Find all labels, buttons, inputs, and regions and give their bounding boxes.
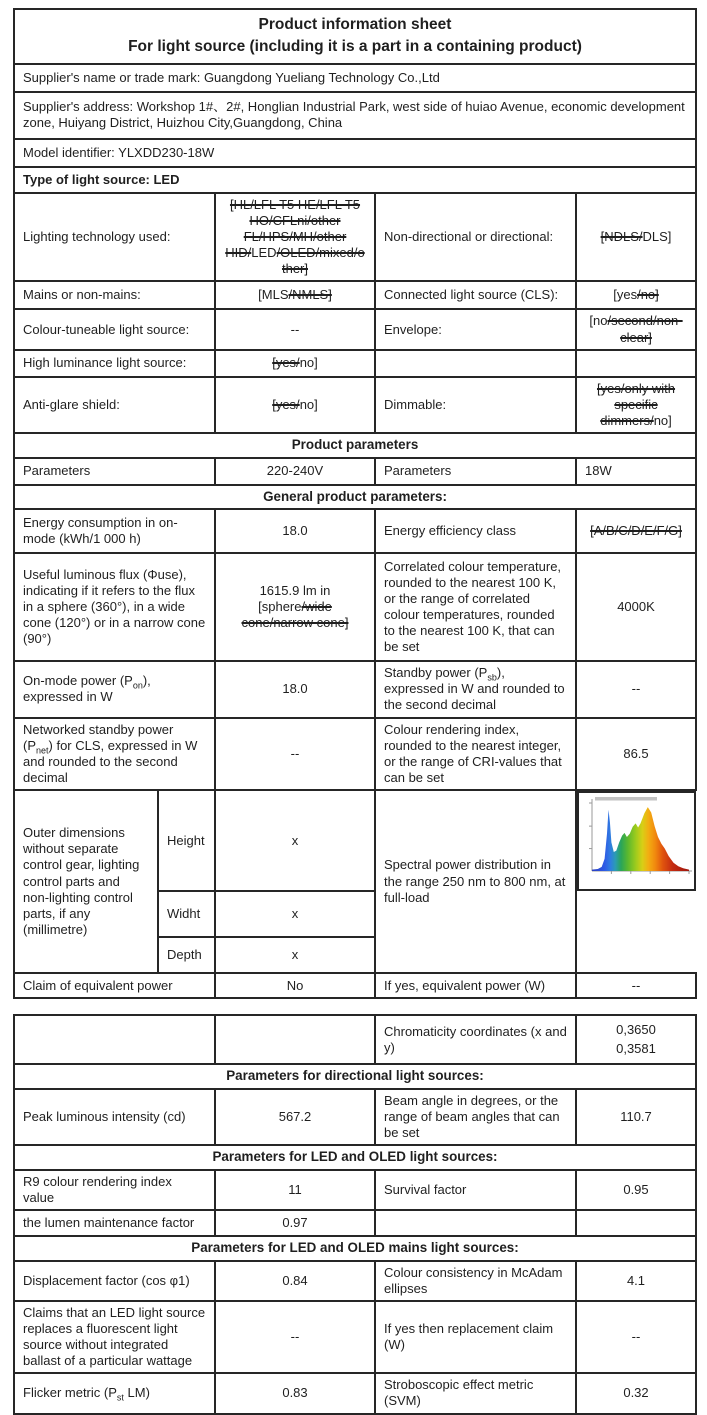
row-model-identifier <box>14 139 696 167</box>
dimmable-value <box>576 377 696 433</box>
high-luminance-value <box>215 350 375 377</box>
beam-angle-value: 110.7 <box>576 1089 696 1145</box>
row-directional-header <box>14 1064 696 1089</box>
led-oled-header: Parameters for LED and OLED light sources: <box>14 1145 696 1170</box>
model-identifier: Model identifier: YLXDD230-18W <box>14 139 696 167</box>
r9-label: R9 colour rendering index value <box>14 1170 215 1210</box>
empty-cell <box>215 1015 375 1064</box>
empty-cell <box>14 1015 215 1064</box>
anti-glare-value <box>215 377 375 433</box>
struck-text: [NDLS/ <box>600 229 643 245</box>
supplier-name: Supplier's name or trade mark: Guangdong Yueliang Technology Co.,Ltd <box>14 64 696 92</box>
row-supplier-address <box>14 92 696 139</box>
row-on-mode-power <box>14 661 696 717</box>
replacement-claim-w-label: If yes then replacement claim (W) <box>375 1301 576 1373</box>
directional-header: Parameters for directional light sources: <box>14 1064 696 1089</box>
struck-text: [A/B/C/D/E/F/G] <box>590 523 682 539</box>
cls-label: Connected light source (CLS): <box>375 281 576 309</box>
row-networked-standby <box>14 718 696 790</box>
mcadam-label: Colour consistency in McAdam ellipses <box>375 1261 576 1301</box>
text: no] <box>299 355 318 371</box>
row-lighting-technology <box>14 193 696 282</box>
struck-text: [HL/LFL T5 HE/LFL T5 HO/CFLni/other FL/HPS/MH/other HID/ <box>225 196 361 261</box>
empty-cell <box>576 1210 696 1236</box>
peak-intensity-value: 567.2 <box>215 1089 375 1145</box>
equivalent-power-value: No <box>215 973 375 998</box>
energy-consumption-label: Energy consumption in on-mode (kWh/1 000 h) <box>14 509 215 553</box>
row-flicker <box>14 1373 696 1413</box>
networked-standby-label: Networked standby power $(P_{net})$ for CLS, expressed in W and rounded to the second decimal <box>14 718 215 790</box>
row-parameters <box>14 458 696 485</box>
text: [no <box>589 313 608 329</box>
energy-class-label: Energy efficiency class <box>375 509 576 553</box>
equivalent-power-label: Claim of equivalent power <box>14 973 215 998</box>
struck-text: [yes/ <box>272 355 300 371</box>
spd-chart-cell <box>577 791 696 891</box>
text: DLS] <box>642 229 672 245</box>
dimension-value-width: x <box>215 891 375 937</box>
subscript: st <box>116 1393 124 1404</box>
struck-text: /NMLS] <box>288 287 332 303</box>
row-equivalent-power <box>14 973 696 998</box>
title-line2: For light source (including it is a part in a containing product) <box>128 38 582 56</box>
text: LED <box>251 245 277 261</box>
row-high-luminance <box>14 350 696 377</box>
dimension-value-depth: x <box>215 937 375 973</box>
dimension-name-depth: Depth <box>158 937 215 973</box>
standby-power-value: -- <box>576 661 696 717</box>
lighting-technology-label: Lighting technology used: <box>14 193 215 282</box>
dimension-name-width: Widht <box>158 891 215 937</box>
equivalent-power-label2: If yes, equivalent power (W) <box>375 973 576 998</box>
directionality-label: Non-directional or directional: <box>375 193 576 282</box>
mains-value <box>215 281 375 309</box>
displacement-label: Displacement factor (cos φ1) <box>14 1261 215 1301</box>
product-info-table <box>13 8 697 999</box>
on-mode-power-label: On-mode power $(P_{on})$, expressed in W <box>14 661 215 717</box>
equivalent-power-value2: -- <box>576 973 696 998</box>
spectral-chart-svg <box>581 793 693 885</box>
type-of-light-source: Type of light source: LED <box>14 167 696 193</box>
lumen-maintenance-label: the lumen maintenance factor <box>14 1210 215 1236</box>
cri-label: Colour rendering index, rounded to the nearest integer, or the range of CRI-values that can be set <box>375 718 576 790</box>
envelope-value <box>576 309 696 349</box>
useful-flux-label: Useful luminous flux (Φuse), indicating if it refers to the flux in a sphere (360°), in a wide cone (120°) or in a narrow cone (90°) <box>14 553 215 661</box>
energy-class-value <box>576 509 696 553</box>
row-outer-dimensions-height <box>14 790 696 891</box>
cct-label: Correlated colour temperature, rounded to the nearest 100 K, or the range of correlated colour temperatures, rounded to the nearest 100 K, that can be set <box>375 553 576 661</box>
flicker-value: 0.83 <box>215 1373 375 1413</box>
useful-flux-value <box>215 553 375 661</box>
cls-value <box>576 281 696 309</box>
beam-angle-label: Beam angle in degrees, or the range of beam angles that can be set <box>375 1089 576 1145</box>
energy-consumption-value: 18.0 <box>215 509 375 553</box>
envelope-label: Envelope: <box>375 309 576 349</box>
survival-factor-label: Survival factor <box>375 1170 576 1210</box>
directionality-value <box>576 193 696 282</box>
flicker-label: Flicker metric ($P_{st}$ LM) <box>14 1373 215 1413</box>
row-replacement-claims <box>14 1301 696 1373</box>
struck-text: [yes/ <box>272 396 300 412</box>
high-luminance-label: High luminance light source: <box>14 350 215 377</box>
text: no] <box>653 412 672 428</box>
displacement-value: 0.84 <box>215 1261 375 1301</box>
product-parameters-header: Product parameters <box>14 433 696 458</box>
anti-glare-label: Anti-glare shield: <box>14 377 215 433</box>
row-led-oled-header <box>14 1145 696 1170</box>
replacement-claims-label: Claims that an LED light source replaces a fluorescent light source without integrated ballast of a particular wattage <box>14 1301 215 1373</box>
text: no] <box>299 396 318 412</box>
subscript: on <box>132 680 143 691</box>
mcadam-value: 4.1 <box>576 1261 696 1301</box>
struck-text: /wide cone/narrow cone] <box>241 599 349 631</box>
row-anti-glare <box>14 377 696 433</box>
r9-value: 11 <box>215 1170 375 1210</box>
peak-intensity-label: Peak luminous intensity (cd) <box>14 1089 215 1145</box>
row-mains <box>14 281 696 309</box>
survival-factor-value: 0.95 <box>576 1170 696 1210</box>
dimmable-label: Dimmable: <box>375 377 576 433</box>
text: [yes <box>613 287 638 303</box>
empty-cell <box>375 350 576 377</box>
row-title <box>14 9 696 64</box>
supplementary-table <box>13 1014 697 1414</box>
parameters-label2: Parameters <box>375 458 576 485</box>
spd-label: Spectral power distribution in the range 250 nm to 800 nm, at full-load <box>375 790 576 973</box>
standby-power-label: Standby power $(P_{sb})$, expressed in W and rounded to the second decimal <box>375 661 576 717</box>
empty-cell <box>375 1210 576 1236</box>
mains-label: Mains or non-mains: <box>14 281 215 309</box>
row-general-header <box>14 485 696 510</box>
colour-tuneable-label: Colour-tuneable light source: <box>14 309 215 349</box>
row-colour-tuneable <box>14 309 696 349</box>
replacement-claim-w-value: -- <box>576 1301 696 1373</box>
dimension-name-height: Height <box>158 790 215 891</box>
lumen-maintenance-value: 0.97 <box>215 1210 375 1236</box>
title-line1: Product information sheet <box>258 16 452 33</box>
page-title <box>14 9 696 64</box>
row-chromaticity <box>14 1015 696 1064</box>
table-separator <box>13 999 695 1014</box>
row-displacement <box>14 1261 696 1301</box>
subscript: sb <box>487 672 497 683</box>
chromaticity-label: Chromaticity coordinates (x and y) <box>375 1015 576 1064</box>
struck-text: /OLED/mixed/other] <box>276 245 365 277</box>
on-mode-power-value: 18.0 <box>215 661 375 717</box>
lighting-technology-value <box>215 193 375 282</box>
row-type-of-light-source <box>14 167 696 193</box>
struck-text: [yes/only with specific dimmers/ <box>596 380 676 428</box>
subscript: net <box>36 745 49 756</box>
row-product-parameters-header <box>14 433 696 458</box>
cct-value: 4000K <box>576 553 696 661</box>
colour-tuneable-value: -- <box>215 309 375 349</box>
chromaticity-values <box>576 1015 696 1064</box>
general-parameters-header: General product parameters: <box>14 485 696 510</box>
row-supplier-name <box>14 64 696 92</box>
row-r9 <box>14 1170 696 1210</box>
struck-text: /no] <box>637 287 659 303</box>
row-lumen-maintenance <box>14 1210 696 1236</box>
dimension-value-height: x <box>215 790 375 891</box>
cri-value: 86.5 <box>576 718 696 790</box>
svm-value: 0.32 <box>576 1373 696 1413</box>
led-oled-mains-header: Parameters for LED and OLED mains light sources: <box>14 1236 696 1261</box>
row-energy-consumption <box>14 509 696 553</box>
row-peak-intensity <box>14 1089 696 1145</box>
parameters-value2: 18W <box>576 458 696 485</box>
svm-label: Stroboscopic effect metric (SVM) <box>375 1373 576 1413</box>
text: 1615.9 lm in [sphere <box>258 583 331 615</box>
struck-text: /second/non-clear] <box>607 313 683 345</box>
empty-cell <box>576 350 696 377</box>
outer-dimensions-label: Outer dimensions without separate control gear, lighting control parts and non-lighting control parts, if any (millimetre) <box>14 790 158 973</box>
text: [MLS <box>258 287 289 303</box>
chromaticity-x: 0,3650 <box>616 1022 656 1038</box>
parameters-value1: 220-240V <box>215 458 375 485</box>
spectral-power-distribution-chart <box>581 793 693 889</box>
row-led-oled-mains-header <box>14 1236 696 1261</box>
row-useful-flux <box>14 553 696 661</box>
replacement-claims-value: -- <box>215 1301 375 1373</box>
supplier-address: Supplier's address: Workshop 1#、2#, Honglian Industrial Park, west side of huiao Avenue, economic development zone, Huiyang District, Huizhou City,Guangdong, China <box>14 92 696 139</box>
parameters-label1: Parameters <box>14 458 215 485</box>
chromaticity-y: 0,3581 <box>616 1041 656 1057</box>
networked-standby-value: -- <box>215 718 375 790</box>
